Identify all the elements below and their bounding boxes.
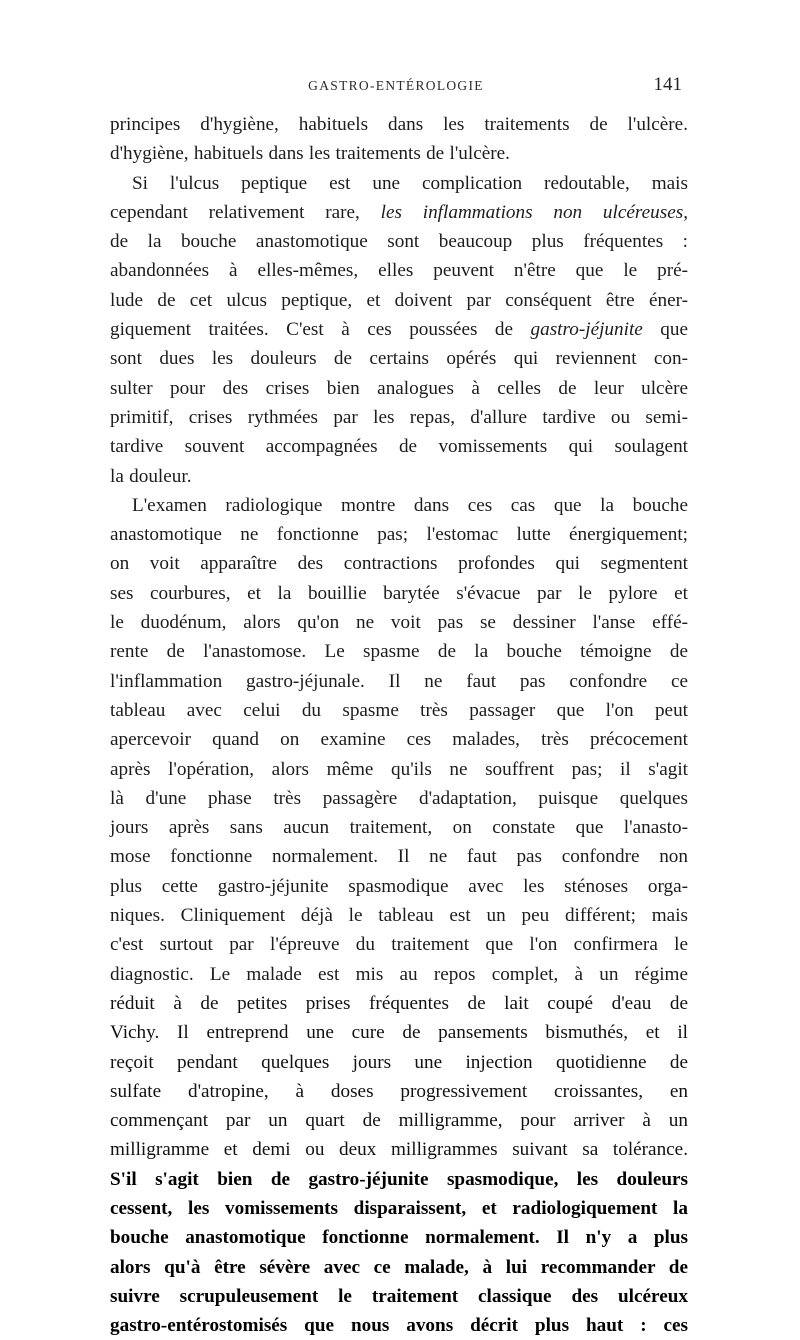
text-line: l'inflammation gastro-jéjunale. Il ne faut pas confondre ce xyxy=(110,670,688,692)
text-line: on voit apparaître des contractions profondes qui segmentent xyxy=(110,553,688,575)
page-header xyxy=(110,76,682,100)
text-line: alors qu'à être sévère avec ce malade, à lui recommander de xyxy=(110,1256,688,1278)
text-line xyxy=(110,315,688,344)
text-line: mose fonctionne normalement. Il ne faut pas confondre non xyxy=(110,846,688,868)
text-line: c'est surtout par l'épreuve du traitement que l'on confirmera le xyxy=(110,934,688,956)
text-line: plus cette gastro-jéjunite spasmodique avec les sténoses orga- xyxy=(110,875,688,897)
text-line: sulfate d'atropine, à doses progressivement croissantes, en xyxy=(110,1080,688,1102)
text-line: sulter pour des crises bien analogues à celles de leur ulcère xyxy=(110,377,688,399)
text-fragment: cependant relativement rare, xyxy=(110,201,360,223)
body-text xyxy=(110,110,688,1340)
text-line: milligramme et demi ou deux milligrammes suivant sa tolérance. xyxy=(110,1139,688,1161)
text-line: d'hygiène, habituels dans les traitements de l'ulcère. xyxy=(110,143,510,165)
text-line: Vichy. Il entreprend une cure de pansements bismuthés, et il xyxy=(110,1022,688,1044)
text-line: bouche anastomotique fonctionne normalement. Il n'y a plus xyxy=(110,1227,688,1249)
text-line: S'il s'agit bien de gastro-jéjunite spasmodique, les douleurs xyxy=(110,1168,688,1190)
text-line: anastomotique ne fonctionne pas; l'estomac lutte énergiquement; xyxy=(110,524,688,546)
text-line: diagnostic. Le malade est mis au repos complet, à un régime xyxy=(110,963,688,985)
text-line: jours après sans aucun traitement, on constate que l'anasto- xyxy=(110,817,688,839)
text-line: gastro-entérostomisés que nous avons décrit plus haut : ces xyxy=(110,1315,688,1337)
text-line: suivre scrupuleusement le traitement classique des ulcéreux xyxy=(110,1285,688,1307)
text-line: abandonnées à elles-mêmes, elles peuvent n'être que le pré- xyxy=(110,260,688,282)
text-line: la douleur. xyxy=(110,465,192,487)
text-line: apercevoir quand on examine ces malades, très précocement xyxy=(110,729,688,751)
text-line: Si l'ulcus peptique est une complication redoutable, mais xyxy=(132,172,688,194)
text-line: niques. Cliniquement déjà le tableau est un peu différent; mais xyxy=(110,905,688,927)
text-line: après l'opération, alors même qu'ils ne souffrent pas; il s'agit xyxy=(110,758,688,780)
text-line: commençant par un quart de milligramme, pour arriver à un xyxy=(110,1110,688,1132)
text-line: là d'une phase très passagère d'adaptation, puisque quelques xyxy=(110,787,688,809)
text-line: tardive souvent accompagnées de vomissements qui soulagent xyxy=(110,436,688,458)
text-line: tableau avec celui du spasme très passager que l'on peut xyxy=(110,699,688,721)
text-line: reçoit pendant quelques jours une injection quotidienne de xyxy=(110,1051,688,1073)
text-line: ses courbures, et la bouillie barytée s'évacue par le pylore et xyxy=(110,582,688,604)
running-title: GASTRO-ENTÉROLOGIE xyxy=(308,78,484,93)
text-line: réduit à de petites prises fréquentes de lait coupé d'eau de xyxy=(110,992,688,1014)
text-line: lude de cet ulcus peptique, et doivent par conséquent être éner- xyxy=(110,289,688,311)
text-line: sont dues les douleurs de certains opérés qui reviennent con- xyxy=(110,348,688,370)
text-line: principes d'hygiène, habituels dans les traitements de l'ulcère. xyxy=(110,114,688,135)
text-line xyxy=(110,198,688,227)
page-number: 141 xyxy=(653,74,682,95)
text-fragment: que xyxy=(642,319,689,341)
text-line: le duodénum, alors qu'on ne voit pas se dessiner l'anse effé- xyxy=(110,612,688,634)
text-line: primitif, crises rythmées par les repas, d'allure tardive ou semi- xyxy=(110,406,688,428)
text-line: cessent, les vomissements disparaissent, et radiologiquement la xyxy=(110,1197,688,1219)
text-line: de la bouche anastomotique sont beaucoup plus fréquentes : xyxy=(110,231,688,253)
text-fragment: giquement traitées. C'est à ces poussées de xyxy=(110,319,514,341)
italic-phrase: gastro-jéjunite xyxy=(530,319,643,341)
italic-phrase: les inflammations non ulcéreuses, xyxy=(380,201,688,223)
text-line: rente de l'anastomose. Le spasme de la bouche témoigne de xyxy=(110,641,688,663)
text-line: L'examen radiologique montre dans ces cas que la bouche xyxy=(132,494,688,516)
